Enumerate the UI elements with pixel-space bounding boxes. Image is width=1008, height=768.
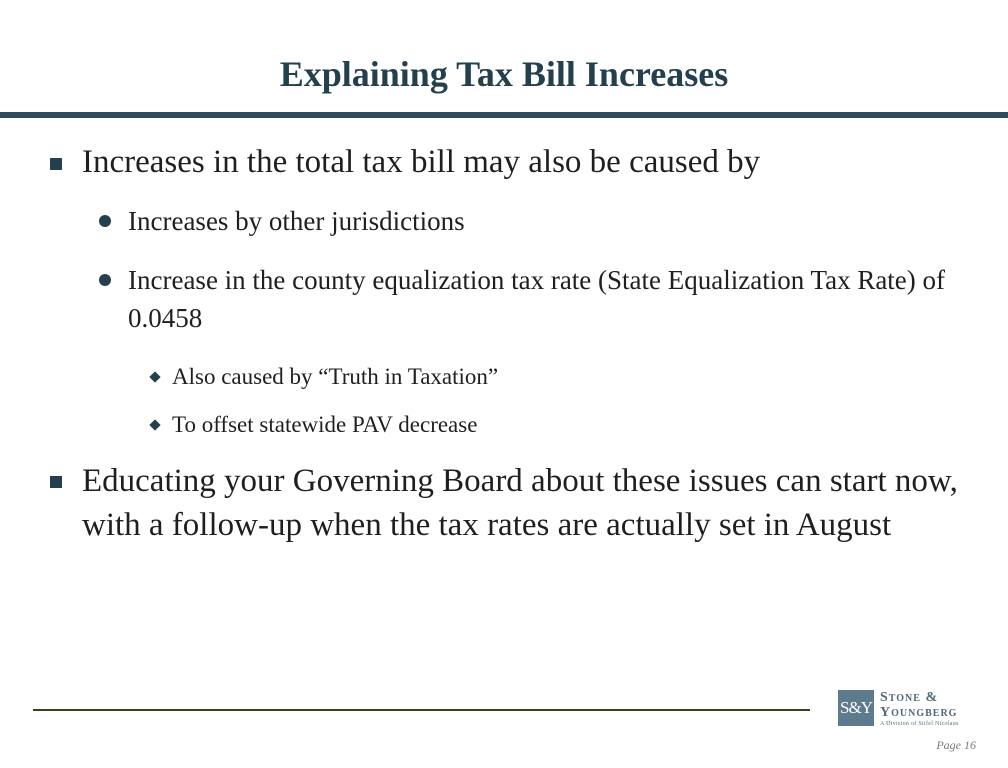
round-bullet-icon (99, 274, 111, 286)
logo-line1: Stone & (880, 690, 939, 705)
square-bullet-icon (50, 158, 62, 170)
bullet-item: Educating your Governing Board about these issues can start now, with a follow-up when the tax rates are actually set in August (82, 463, 958, 543)
company-logo-mark: S&Y (838, 690, 874, 726)
sub-bullet-item: Increase in the county equalization tax rate (State Equalization Tax Rate) of 0.0458 (128, 265, 946, 333)
title-divider (0, 112, 1008, 118)
sub-bullet-item: Increases by other jurisdictions (128, 206, 465, 236)
square-bullet-icon (50, 476, 62, 488)
sub-sub-bullet-item: Also caused by “Truth in Taxation” (172, 364, 499, 389)
sub-sub-bullet-item: To offset statewide PAV decrease (172, 412, 478, 437)
company-logo-text (880, 690, 990, 729)
bullet-item: Increases in the total tax bill may also be caused by (82, 144, 761, 180)
footer-divider (33, 709, 810, 711)
diamond-bullet-icon (149, 419, 160, 430)
page-number: Page 16 (936, 738, 976, 752)
round-bullet-icon (99, 215, 111, 227)
logo-line2: Youngberg (880, 705, 958, 720)
diamond-bullet-icon (149, 371, 160, 382)
slide-title: Explaining Tax Bill Increases (279, 54, 729, 94)
logo-tagline: A Division of Stifel Nicolaus (880, 721, 959, 727)
